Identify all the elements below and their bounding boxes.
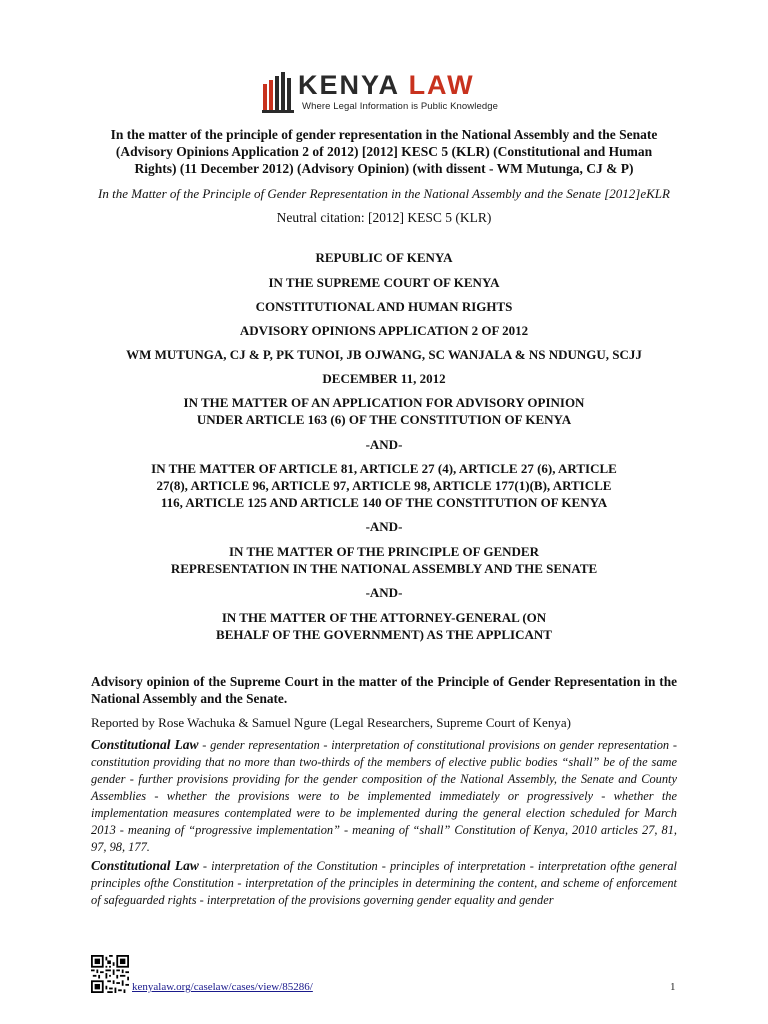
italic-citation: In the Matter of the Principle of Gender Representation in the National Assembly and the Senate [2012]eKLR xyxy=(98,186,670,201)
qr-code-icon xyxy=(91,955,129,993)
logo-brand-accent: LAW xyxy=(408,70,475,100)
neutral-citation: Neutral citation: [2012] KESC 5 (KLR) xyxy=(276,210,492,225)
and-separator-3: -AND- xyxy=(365,585,403,600)
reported-by: Reported by Rose Wachuka & Samuel Ngure (Legal Researchers, Supreme Court of Kenya) xyxy=(91,715,571,730)
kenya-law-logo xyxy=(262,68,522,118)
and-separator-2: -AND- xyxy=(365,519,403,534)
caption-division: CONSTITUTIONAL AND HUMAN RIGHTS xyxy=(255,299,513,314)
caption-court: IN THE SUPREME COURT OF KENYA xyxy=(268,275,500,290)
catchwords-2-lead: Constitutional Law xyxy=(91,858,199,873)
kenya-law-pillars-icon xyxy=(262,70,296,114)
caption-application: ADVISORY OPINIONS APPLICATION 2 OF 2012 xyxy=(239,323,529,338)
matter-2-line-1: IN THE MATTER OF ARTICLE 81, ARTICLE 27 (4), ARTICLE 27 (6), ARTICLE xyxy=(151,461,617,476)
page-number: 1 xyxy=(670,981,676,993)
summary-heading: Advisory opinion of the Supreme Court in the matter of the Principle of Gender Representation in the National Assembly and the Senate. xyxy=(91,674,677,706)
matter-2-line-3: 116, ARTICLE 125 AND ARTICLE 140 OF THE CONSTITUTION OF KENYA xyxy=(160,495,608,510)
matter-4-line-2: BEHALF OF THE GOVERNMENT) AS THE APPLICANT xyxy=(216,627,552,642)
matter-2-line-2: 27(8), ARTICLE 96, ARTICLE 97, ARTICLE 98, ARTICLE 177(1)(B), ARTICLE xyxy=(156,478,612,493)
logo-tagline: Where Legal Information is Public Knowledge xyxy=(302,101,498,112)
matter-3-line-1: IN THE MATTER OF THE PRINCIPLE OF GENDER xyxy=(229,544,539,559)
case-url-link[interactable]: kenyalaw.org/caselaw/cases/view/85286/ xyxy=(132,981,313,993)
logo-wordmark xyxy=(298,70,475,100)
matter-1-line-1: IN THE MATTER OF AN APPLICATION FOR ADVISORY OPINION xyxy=(183,395,585,410)
caption-date: DECEMBER 11, 2012 xyxy=(322,371,446,386)
and-separator-1: -AND- xyxy=(365,437,403,452)
case-title: In the matter of the principle of gender representation in the National Assembly and the Senate (Advisory Opinions Application 2 of 2012) [2012] KESC 5 (KLR) (Constitutional and Human Rights) (11 December 2012) (Advisory Opinion) (with dissent - WM Mutunga, CJ & P) xyxy=(110,127,658,176)
matter-4-line-1: IN THE MATTER OF THE ATTORNEY-GENERAL (ON xyxy=(221,610,547,625)
catchwords-1-lead: Constitutional Law xyxy=(91,737,199,752)
catchwords-1-text: - gender representation - interpretation of constitutional provisions on gender representation - constitution providing that no more than two-thirds of the members of elective public bodies “shall” be of the same gender - further provisions providing for the gender composition of the National Assembly, the Senate and County Assemblies - whether the provisions were to be implemented immediately or progressively - whether the implementation measures contemplated were to be implemented during the general election scheduled for March 2013 - meaning of “progressive implementation” - meaning of “shall” Constitution of Kenya, 2010 articles 27, 81, 97, 98, 177. xyxy=(91,738,677,854)
catchwords-paragraph-2 xyxy=(91,857,677,909)
catchwords-paragraph-1 xyxy=(91,736,677,856)
caption-republic: REPUBLIC OF KENYA xyxy=(315,250,453,265)
logo-brand-main: KENYA xyxy=(298,70,400,100)
caption-judges: WM MUTUNGA, CJ & P, PK TUNOI, JB OJWANG, SC WANJALA & NS NDUNGU, SCJJ xyxy=(126,347,642,362)
catchwords-2-text: - interpretation of the Constitution - principles of interpretation - interpretation ofthe general principles ofthe Constitution - interpretation of the principles in determining the content, and scheme of enforcement of safeguarded rights - interpretation of the provisions governing gender equality and gender xyxy=(91,859,677,907)
matter-3-line-2: REPRESENTATION IN THE NATIONAL ASSEMBLY AND THE SENATE xyxy=(170,561,598,576)
matter-1-line-2: UNDER ARTICLE 163 (6) OF THE CONSTITUTION OF KENYA xyxy=(196,412,572,427)
